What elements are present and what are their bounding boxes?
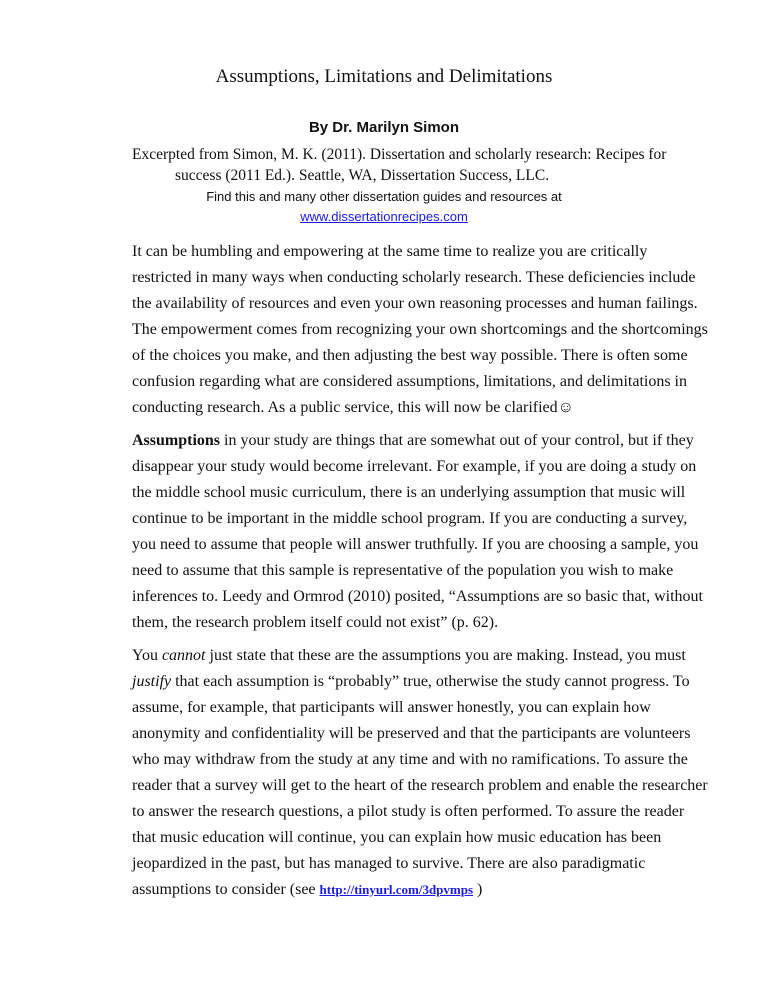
tinyurl-link[interactable]: http://tinyurl.com/3dpvmps <box>319 882 474 897</box>
paragraph <box>132 239 708 421</box>
text-line <box>132 773 708 799</box>
text-line <box>132 799 708 825</box>
text-segment: that music education will continue, you can explain how music education has been <box>132 829 662 846</box>
italic-emphasis: cannot <box>161 647 206 664</box>
text-segment: the availability of resources and even your own reasoning processes and human failings. <box>132 295 698 312</box>
text-segment: in your study are things that are somewhat out of your control, but if they <box>220 432 694 449</box>
text-line <box>132 643 708 669</box>
text-line <box>132 747 708 773</box>
text-segment: You <box>132 647 162 664</box>
text-line <box>132 369 708 395</box>
text-line <box>132 480 708 506</box>
citation <box>132 144 666 186</box>
text-segment: inferences to. Leedy and Ormrod (2010) posited, “Assumptions are so basic that, without <box>132 588 703 605</box>
text-segment: who may withdraw from the study at any time and with no ramifications. To assure the <box>132 751 688 768</box>
text-line <box>132 428 708 454</box>
text-line <box>132 584 708 610</box>
resources-note <box>0 187 768 227</box>
text-line <box>132 454 708 480</box>
text-line <box>132 695 708 721</box>
text-segment: continue to be important in the middle school program. If you are conducting a survey, <box>132 510 688 527</box>
text-segment: It can be humbling and empowering at the same time to realize you are critically <box>132 243 648 260</box>
text-segment: assumptions to consider (see <box>132 881 320 898</box>
text-segment: jeopardized in the past, but has managed to survive. There are also paradigmatic <box>132 855 646 872</box>
text-segment: ) <box>473 881 483 898</box>
document-body <box>132 239 708 910</box>
text-segment: to answer the research questions, a pilot study is often performed. To assure the reader <box>132 803 685 820</box>
text-segment: need to assume that this sample is representative of the population you wish to make <box>132 562 674 579</box>
text-line <box>132 317 708 343</box>
bold-term: Assumptions <box>132 432 221 449</box>
text-line <box>132 610 708 636</box>
text-line <box>132 265 708 291</box>
text-segment: conducting research. As a public service, this will now be clarified☺ <box>132 399 574 416</box>
text-segment: The empowerment comes from recognizing your own shortcomings and the shortcomings <box>132 321 708 338</box>
text-line <box>132 851 708 877</box>
text-line <box>132 721 708 747</box>
text-line <box>132 343 708 369</box>
text-segment: confusion regarding what are considered assumptions, limitations, and delimitations in <box>132 373 687 390</box>
text-line <box>132 825 708 851</box>
text-segment: assume, for example, that participants will answer honestly, you can explain how <box>132 699 651 716</box>
dissertationrecipes-link[interactable]: www.dissertationrecipes.com <box>300 209 468 224</box>
text-line <box>132 506 708 532</box>
paragraph <box>132 643 708 903</box>
text-line <box>132 532 708 558</box>
italic-emphasis: justify <box>132 673 172 690</box>
text-segment: the middle school music curriculum, there is an underlying assumption that music will <box>132 484 686 501</box>
citation-line: Excerpted from Simon, M. K. (2011). Dissertation and scholarly research: Recipes for <box>132 146 667 163</box>
text-line <box>132 291 708 317</box>
text-line <box>132 239 708 265</box>
text-line <box>132 669 708 695</box>
text-line <box>132 558 708 584</box>
text-segment: reader that a survey will get to the heart of the research problem and enable the researcher <box>132 777 708 794</box>
text-segment: you need to assume that people will answer truthfully. If you are choosing a sample, you <box>132 536 699 553</box>
paragraph <box>132 428 708 636</box>
citation-line: success (2011 Ed.). Seattle, WA, Dissertation Success, LLC. <box>175 167 550 184</box>
text-line <box>132 877 708 903</box>
resources-text: Find this and many other dissertation guides and resources at <box>206 189 562 204</box>
text-segment: disappear your study would become irrelevant. For example, if you are doing a study on <box>132 458 697 475</box>
text-segment: anonymity and confidentiality will be preserved and that the participants are volunteers <box>132 725 691 742</box>
text-segment: restricted in many ways when conducting scholarly research. These deficiencies include <box>132 269 696 286</box>
text-segment: them, the research problem itself could not exist” (p. 62). <box>132 614 499 631</box>
text-segment: of the choices you make, and then adjusting the best way possible. There is often some <box>132 347 688 364</box>
author-byline: By Dr. Marilyn Simon <box>308 119 460 136</box>
document-title: Assumptions, Limitations and Delimitations <box>215 66 553 87</box>
text-line <box>132 395 708 421</box>
text-segment: that each assumption is “probably” true, otherwise the study cannot progress. To <box>171 673 690 690</box>
text-segment: just state that these are the assumptions you are making. Instead, you must <box>205 647 686 664</box>
